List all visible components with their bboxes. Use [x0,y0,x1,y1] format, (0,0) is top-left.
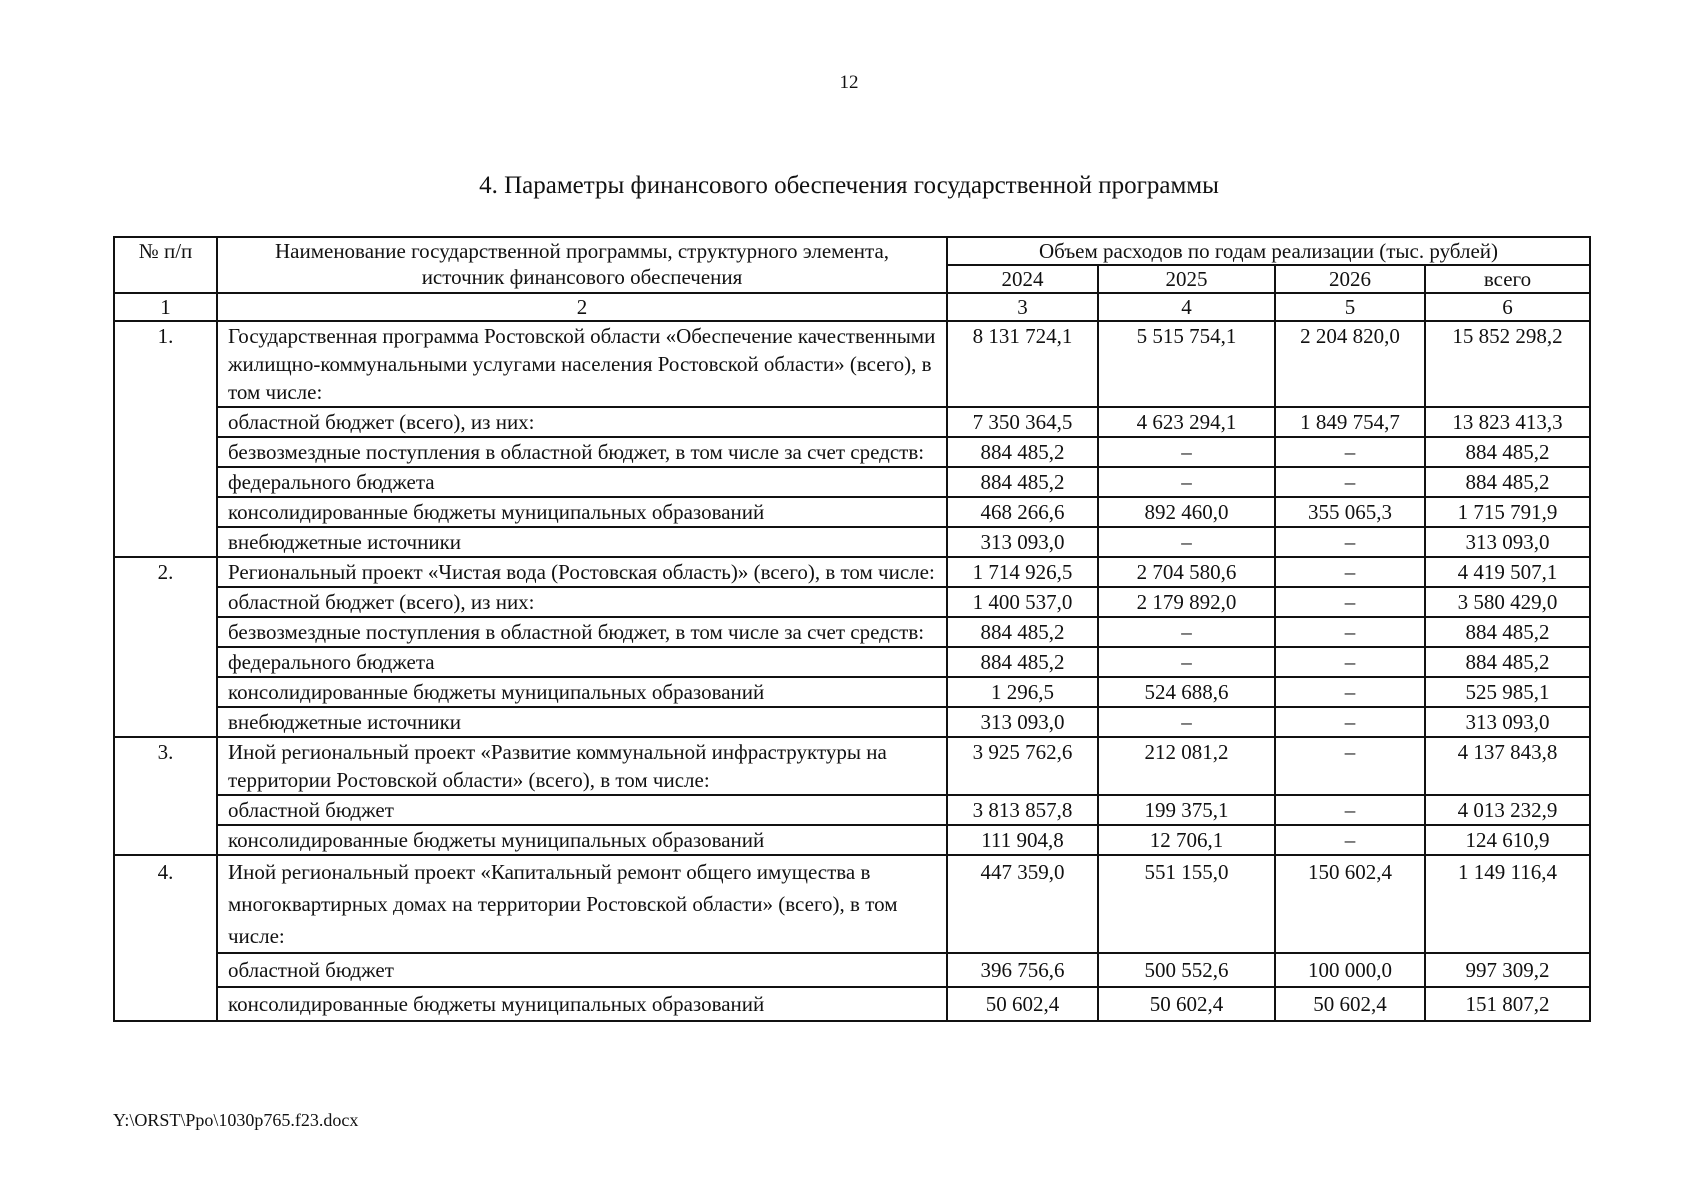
value-2025: 4 623 294,1 [1098,407,1275,437]
value-2024: 884 485,2 [947,467,1098,497]
header-year-2025: 2025 [1098,265,1275,293]
table-row [114,855,1590,953]
value-2024: 468 266,6 [947,497,1098,527]
value-2025: – [1098,617,1275,647]
header-col-name: Наименование государственной программы, структурного элемента, источник финансового обеспечения [217,237,947,293]
table-row [114,795,1590,825]
value-2026: – [1275,587,1425,617]
value-2026: – [1275,677,1425,707]
value-2024: 7 350 364,5 [947,407,1098,437]
row-name: Иной региональный проект «Развитие коммунальной инфраструктуры на территории Ростовской области» (всего), в том числе: [217,737,947,795]
table-row [114,437,1590,467]
table-row [114,557,1590,587]
value-2024: 447 359,0 [947,855,1098,953]
value-2026: 150 602,4 [1275,855,1425,953]
value-2025: 892 460,0 [1098,497,1275,527]
value-2026: – [1275,737,1425,795]
value-2024: 313 093,0 [947,527,1098,557]
row-name: консолидированные бюджеты муниципальных образований [217,825,947,855]
value-2026: – [1275,557,1425,587]
value-total: 4 137 843,8 [1425,737,1590,795]
value-2025: – [1098,707,1275,737]
value-2025: – [1098,467,1275,497]
item-number: 2. [114,557,217,737]
row-name: областной бюджет [217,795,947,825]
row-name: Региональный проект «Чистая вода (Ростовская область)» (всего), в том числе: [217,557,947,587]
header-row [114,237,1590,265]
table-row [114,467,1590,497]
value-2025: 199 375,1 [1098,795,1275,825]
table-row [114,707,1590,737]
table-body [114,321,1590,1021]
value-total: 884 485,2 [1425,647,1590,677]
value-2025: 212 081,2 [1098,737,1275,795]
value-2026: – [1275,707,1425,737]
row-name: внебюджетные источники [217,707,947,737]
table-row [114,987,1590,1021]
value-2026: 50 602,4 [1275,987,1425,1021]
value-2024: 3 925 762,6 [947,737,1098,795]
table-row [114,737,1590,795]
value-2026: 2 204 820,0 [1275,321,1425,407]
value-2024: 8 131 724,1 [947,321,1098,407]
value-total: 525 985,1 [1425,677,1590,707]
value-total: 884 485,2 [1425,437,1590,467]
value-2024: 111 904,8 [947,825,1098,855]
row-name: безвозмездные поступления в областной бюджет, в том числе за счет средств: [217,437,947,467]
column-number: 5 [1275,293,1425,321]
row-name: консолидированные бюджеты муниципальных образований [217,987,947,1021]
header-col-expenses: Объем расходов по годам реализации (тыс. рублей) [947,237,1590,265]
value-2024: 1 296,5 [947,677,1098,707]
header-total: всего [1425,265,1590,293]
value-2026: – [1275,825,1425,855]
value-2025: 5 515 754,1 [1098,321,1275,407]
item-number: 4. [114,855,217,1021]
item-number: 1. [114,321,217,557]
row-name: областной бюджет [217,953,947,987]
value-total: 4 419 507,1 [1425,557,1590,587]
value-total: 1 715 791,9 [1425,497,1590,527]
column-number: 3 [947,293,1098,321]
value-2026: – [1275,467,1425,497]
row-name: Государственная программа Ростовской области «Обеспечение качественными жилищно-коммунальными услугами населения Ростовской области» (всего), в том числе: [217,321,947,407]
column-number: 2 [217,293,947,321]
table-row [114,321,1590,407]
value-2026: 100 000,0 [1275,953,1425,987]
value-total: 313 093,0 [1425,707,1590,737]
value-2026: 1 849 754,7 [1275,407,1425,437]
value-2026: – [1275,647,1425,677]
value-total: 884 485,2 [1425,617,1590,647]
value-2025: 2 179 892,0 [1098,587,1275,617]
value-2026: – [1275,527,1425,557]
value-2025: – [1098,647,1275,677]
header-col-no: № п/п [114,237,217,293]
table-row [114,677,1590,707]
value-total: 3 580 429,0 [1425,587,1590,617]
value-2025: – [1098,527,1275,557]
value-2025: 12 706,1 [1098,825,1275,855]
value-2024: 884 485,2 [947,617,1098,647]
row-name: федерального бюджета [217,647,947,677]
value-2024: 1 714 926,5 [947,557,1098,587]
column-number: 6 [1425,293,1590,321]
column-numbers-row [114,293,1590,321]
header-year-2024: 2024 [947,265,1098,293]
value-total: 313 093,0 [1425,527,1590,557]
value-2024: 3 813 857,8 [947,795,1098,825]
value-total: 4 013 232,9 [1425,795,1590,825]
row-name: внебюджетные источники [217,527,947,557]
column-number: 4 [1098,293,1275,321]
row-name: консолидированные бюджеты муниципальных образований [217,497,947,527]
value-2024: 884 485,2 [947,437,1098,467]
financing-table [113,236,1591,1022]
value-2026: – [1275,617,1425,647]
value-2026: 355 065,3 [1275,497,1425,527]
table-row [114,647,1590,677]
page-number: 12 [839,72,859,93]
value-2024: 50 602,4 [947,987,1098,1021]
table-row [114,587,1590,617]
value-total: 884 485,2 [1425,467,1590,497]
value-total: 15 852 298,2 [1425,321,1590,407]
value-total: 13 823 413,3 [1425,407,1590,437]
value-2026: – [1275,795,1425,825]
value-2025: 500 552,6 [1098,953,1275,987]
table-row [114,407,1590,437]
value-total: 1 149 116,4 [1425,855,1590,953]
value-2025: 2 704 580,6 [1098,557,1275,587]
table-row [114,953,1590,987]
value-total: 151 807,2 [1425,987,1590,1021]
table-row [114,497,1590,527]
value-2024: 1 400 537,0 [947,587,1098,617]
value-2025: 50 602,4 [1098,987,1275,1021]
row-name: Иной региональный проект «Капитальный ремонт общего имущества в многоквартирных домах на территории Ростовской области» (всего), в том числе: [217,855,947,953]
value-2025: – [1098,437,1275,467]
value-2025: 524 688,6 [1098,677,1275,707]
value-total: 997 309,2 [1425,953,1590,987]
file-path-footer: Y:\ORST\Ppo\1030p765.f23.docx [113,1110,359,1130]
value-2026: – [1275,437,1425,467]
row-name: областной бюджет (всего), из них: [217,407,947,437]
section-title: 4. Параметры финансового обеспечения государственной программы [479,172,1219,199]
row-name: областной бюджет (всего), из них: [217,587,947,617]
value-total: 124 610,9 [1425,825,1590,855]
header-year-2026: 2026 [1275,265,1425,293]
table-row [114,617,1590,647]
value-2024: 396 756,6 [947,953,1098,987]
row-name: безвозмездные поступления в областной бюджет, в том числе за счет средств: [217,617,947,647]
row-name: консолидированные бюджеты муниципальных образований [217,677,947,707]
value-2024: 313 093,0 [947,707,1098,737]
column-number: 1 [114,293,217,321]
value-2025: 551 155,0 [1098,855,1275,953]
item-number: 3. [114,737,217,855]
table-row [114,527,1590,557]
value-2024: 884 485,2 [947,647,1098,677]
row-name: федерального бюджета [217,467,947,497]
table-row [114,825,1590,855]
